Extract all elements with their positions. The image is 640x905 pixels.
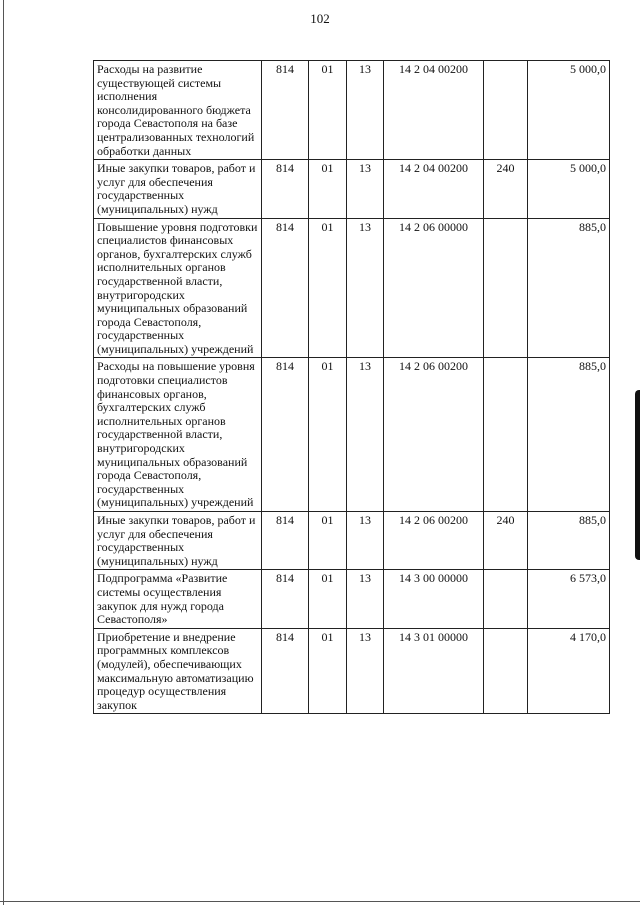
section-code: 01 bbox=[309, 61, 347, 160]
target-article-code: 14 3 00 00000 bbox=[384, 570, 484, 628]
row-name: Расходы на повышение уровня подготовки специалистов финансовых органов, бухгалтерских служб исполнительных органов государственной власти, внутригородских муниципальных образований города Севастополя, государственных (муниципальных) учреждений bbox=[94, 358, 262, 512]
amount: 885,0 bbox=[528, 512, 610, 570]
table-row bbox=[94, 628, 610, 714]
page-frame-left-edge bbox=[3, 0, 4, 905]
expense-type-code bbox=[484, 218, 528, 358]
table-row bbox=[94, 61, 610, 160]
ministry-code: 814 bbox=[262, 570, 309, 628]
page-number: 102 bbox=[310, 11, 330, 26]
target-article-code: 14 3 01 00000 bbox=[384, 628, 484, 714]
subsection-code: 13 bbox=[347, 570, 384, 628]
amount: 5 000,0 bbox=[528, 160, 610, 218]
row-name: Приобретение и внедрение программных комплексов (модулей), обеспечивающих максимальную автоматизацию процедур осуществления закупок bbox=[94, 628, 262, 714]
ministry-code: 814 bbox=[262, 218, 309, 358]
target-article-code: 14 2 04 00200 bbox=[384, 160, 484, 218]
amount: 885,0 bbox=[528, 358, 610, 512]
table-row bbox=[94, 358, 610, 512]
section-code: 01 bbox=[309, 628, 347, 714]
scan-edge-mark bbox=[635, 390, 640, 560]
target-article-code: 14 2 06 00000 bbox=[384, 218, 484, 358]
subsection-code: 13 bbox=[347, 218, 384, 358]
subsection-code: 13 bbox=[347, 61, 384, 160]
expense-type-code bbox=[484, 570, 528, 628]
ministry-code: 814 bbox=[262, 61, 309, 160]
table-row bbox=[94, 218, 610, 358]
amount: 4 170,0 bbox=[528, 628, 610, 714]
row-name: Расходы на развитие существующей системы исполнения консолидированного бюджета города Севастополя на базе централизованных технологий обработки данных bbox=[94, 61, 262, 160]
section-code: 01 bbox=[309, 570, 347, 628]
expense-type-code bbox=[484, 628, 528, 714]
expense-type-code bbox=[484, 61, 528, 160]
subsection-code: 13 bbox=[347, 160, 384, 218]
subsection-code: 13 bbox=[347, 628, 384, 714]
ministry-code: 814 bbox=[262, 358, 309, 512]
table-row bbox=[94, 512, 610, 570]
ministry-code: 814 bbox=[262, 512, 309, 570]
ministry-code: 814 bbox=[262, 628, 309, 714]
table-row bbox=[94, 160, 610, 218]
target-article-code: 14 2 06 00200 bbox=[384, 512, 484, 570]
ministry-code: 814 bbox=[262, 160, 309, 218]
row-name: Повышение уровня подготовки специалистов финансовых органов, бухгалтерских служб исполнительных органов государственной власти, внутригородских муниципальных образований города Севастополя, государственных (муниципальных) учреждений bbox=[94, 218, 262, 358]
section-code: 01 bbox=[309, 358, 347, 512]
target-article-code: 14 2 06 00200 bbox=[384, 358, 484, 512]
table-row bbox=[94, 570, 610, 628]
budget-table bbox=[93, 60, 610, 714]
amount: 885,0 bbox=[528, 218, 610, 358]
row-name: Иные закупки товаров, работ и услуг для обеспечения государственных (муниципальных) нужд bbox=[94, 160, 262, 218]
page-frame-bottom-edge bbox=[0, 901, 640, 902]
amount: 6 573,0 bbox=[528, 570, 610, 628]
expense-type-code: 240 bbox=[484, 160, 528, 218]
target-article-code: 14 2 04 00200 bbox=[384, 61, 484, 160]
subsection-code: 13 bbox=[347, 512, 384, 570]
section-code: 01 bbox=[309, 218, 347, 358]
expense-type-code bbox=[484, 358, 528, 512]
amount: 5 000,0 bbox=[528, 61, 610, 160]
row-name: Иные закупки товаров, работ и услуг для обеспечения государственных (муниципальных) нужд bbox=[94, 512, 262, 570]
row-name: Подпрограмма «Развитие системы осуществления закупок для нужд города Севастополя» bbox=[94, 570, 262, 628]
section-code: 01 bbox=[309, 512, 347, 570]
expense-type-code: 240 bbox=[484, 512, 528, 570]
subsection-code: 13 bbox=[347, 358, 384, 512]
section-code: 01 bbox=[309, 160, 347, 218]
